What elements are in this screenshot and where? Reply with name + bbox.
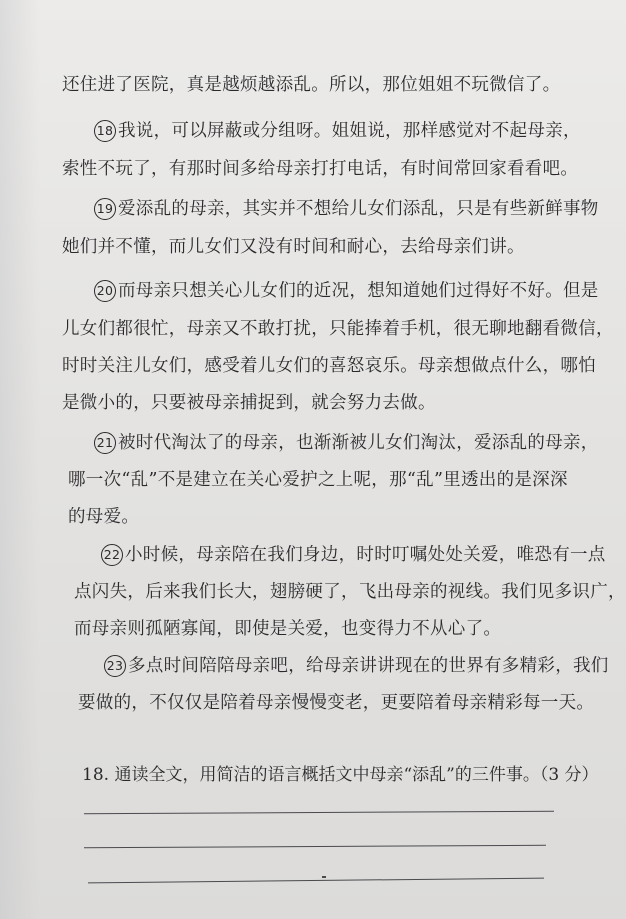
answer-line-3[interactable] — [88, 878, 544, 884]
paragraph-22-text-1: 小时候，母亲陪在我们身边，时时叮嘱处处关爱，唯恐有一点 — [125, 545, 606, 565]
paragraph-18-text-1: 我说，可以屏蔽或分组呀。姐姐说，那样感觉对不起母亲， — [118, 121, 581, 141]
paragraph-17-tail: 还住进了医院，真是越烦越添乱。所以，那位姐姐不玩微信了。 — [62, 75, 561, 95]
paragraph-21-line-2: 哪一次“乱”不是建立在关心爱护之上呢，那“乱”里透出的是深深 — [68, 470, 568, 490]
paragraph-21-line-1 — [94, 432, 599, 454]
paragraph-20-line-3: 时时关注儿女们，感受着儿女们的喜怒哀乐。母亲想做点什么，哪怕 — [62, 356, 596, 376]
paragraph-21-line-3: 的母爱。 — [68, 507, 140, 527]
paragraph-number-23: 23 — [104, 655, 126, 677]
paragraph-19-line-1 — [94, 198, 599, 220]
paragraph-20-text-1: 而母亲只想关心儿女们的近况，想知道她们过得好不好。但是 — [118, 281, 599, 301]
paragraph-23-text-1: 多点时间陪陪母亲吧，给母亲讲讲现在的世界有多精彩，我们 — [128, 656, 609, 676]
question-18: 18. 通读全文，用简洁的语言概括文中母亲“添乱”的三件事。（3 分） — [82, 765, 599, 785]
page-shadow — [0, 0, 40, 919]
paragraph-19-line-2: 她们并不懂，而儿女们又没有时间和耐心，去给母亲们讲。 — [62, 237, 525, 257]
paragraph-19-text-1: 爱添乱的母亲，其实并不想给儿女们添乱，只是有些新鲜事物 — [118, 199, 599, 219]
paragraph-20-line-4: 是微小的，只要被母亲捕捉到，就会努力去做。 — [62, 393, 436, 413]
answer-line-2[interactable] — [84, 845, 546, 848]
paragraph-22-line-2: 点闪失，后来我们长大，翅膀硬了，飞出母亲的视线。我们见多识广， — [74, 582, 626, 602]
paragraph-23-line-1 — [104, 655, 609, 677]
paragraph-20-line-2: 儿女们都很忙，母亲又不敢打扰，只能捧着手机，很无聊地翻看微信， — [62, 319, 614, 339]
paragraph-22-line-1 — [101, 544, 606, 566]
paragraph-number-22: 22 — [101, 544, 123, 566]
paragraph-18-line-1 — [94, 120, 581, 142]
paragraph-21-text-1: 被时代淘汰了的母亲，也渐渐被儿女们淘汰，爱添乱的母亲， — [118, 433, 599, 453]
paragraph-23-line-2: 要做的，不仅仅是陪着母亲慢慢变老，更要陪着母亲精彩每一天。 — [78, 693, 595, 713]
paragraph-number-20: 20 — [94, 280, 116, 302]
paragraph-18-line-2: 索性不玩了，有那时间多给母亲打打电话，有时间常回家看看吧。 — [62, 159, 579, 179]
paragraph-22-line-3: 而母亲则孤陋寡闻，即使是关爱，也变得力不从心了。 — [74, 619, 502, 639]
paragraph-number-18: 18 — [94, 120, 116, 142]
paragraph-20-line-1 — [94, 280, 599, 302]
answer-line-1[interactable] — [84, 811, 554, 814]
paragraph-number-21: 21 — [94, 432, 116, 454]
pencil-mark — [322, 876, 326, 878]
paragraph-number-19: 19 — [94, 198, 116, 220]
